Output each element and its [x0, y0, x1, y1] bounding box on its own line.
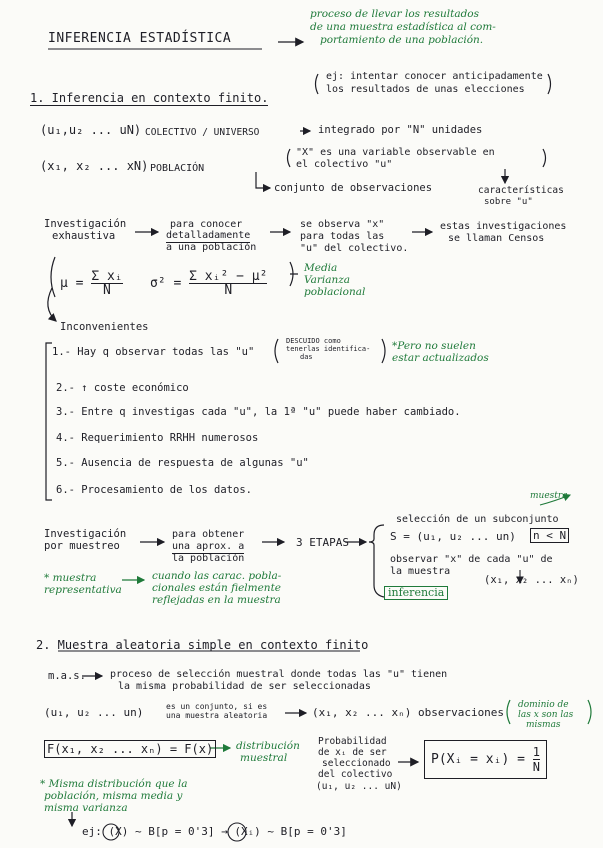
bracket-icon: [288, 149, 291, 167]
population-description: conjunto de observaciones: [274, 182, 433, 194]
observations-note-line: dominio de: [518, 700, 569, 710]
same-distribution-note-line: población, misma media y: [44, 790, 183, 802]
bracket-icon: [316, 74, 319, 94]
variance-symbol: σ² =: [150, 276, 182, 291]
stage1-condition: n < N: [530, 528, 569, 543]
representative-description-line: reflejadas en la muestra: [152, 594, 281, 606]
bracket-icon: [51, 257, 55, 297]
exhaustive-observation-line: para todas las: [300, 231, 385, 242]
exhaustive-goal-line: detalladamente: [166, 230, 251, 241]
arrow-icon: [256, 172, 270, 188]
sampling-goal-line: la población: [172, 553, 245, 564]
drawback-note-line: tenerlas identifica-: [286, 345, 371, 353]
observations-tuple: (x₁, x₂ ... xₙ) observaciones: [312, 706, 505, 719]
moments-label-line: poblacional: [304, 286, 366, 298]
mean-denominator: N: [103, 283, 111, 298]
moments-label-line: Media: [304, 262, 338, 274]
mean-numerator: Σ xᵢ: [91, 269, 123, 284]
exhaustive-label-line: Investigación: [44, 218, 127, 230]
probability-label-line: Probabilidad: [318, 736, 387, 747]
stage1-set: S = (u₁, u₂ ... un): [390, 530, 516, 543]
stage3-inference: inferencia: [384, 586, 448, 600]
mean-formula: [60, 270, 123, 297]
stage2-values: (x₁, x₂ ... xₙ): [484, 574, 579, 586]
drawbacks-bracket: [46, 343, 52, 500]
probability-label-line: de xᵢ de ser: [318, 747, 387, 758]
probability-expression: P(Xᵢ = xᵢ) =: [431, 752, 525, 767]
units-tuple: (u₁,u₂ ... uN): [40, 123, 142, 137]
mean-symbol: μ =: [60, 276, 84, 291]
population-label: POBLACIÓN: [150, 163, 205, 174]
probability-label-line: del colectivo: [318, 769, 393, 780]
stage2-line: la muestra: [390, 566, 451, 577]
representative-label-line: representativa: [44, 584, 122, 596]
probability-formula: [424, 740, 547, 779]
title-example-line: ej: intentar conocer anticipadamente: [326, 71, 543, 82]
probability-label-line: (u₁, u₂ ... uN): [316, 781, 402, 792]
sampling-label-line: Investigación: [44, 528, 127, 540]
drawback-item: 1.- Hay q observar todas las "u": [52, 346, 255, 358]
sampling-label-line: por muestreo: [44, 540, 120, 552]
bracket-icon: [290, 262, 298, 286]
probability-label-line: seleccionado: [322, 758, 391, 769]
section-2-heading: 2. Muestra aleatoria simple en contexto finito: [36, 638, 369, 652]
drawback-item: 6.- Procesamiento de los datos.: [56, 484, 252, 496]
bracket-icon: [382, 339, 385, 363]
probability-fraction: [533, 745, 540, 774]
population-tuple: (x₁, x₂ ... xN): [40, 159, 149, 173]
same-distribution-note-line: misma varianza: [44, 802, 128, 814]
page-title: INFERENCIA ESTADÍSTICA: [48, 31, 232, 46]
drawback-item: 4.- Requerimiento RRHH numerosos: [56, 432, 259, 444]
distribution-formula: F(x₁, x₂ ... xₙ) = F(x): [44, 740, 216, 758]
exhaustive-name-line: estas investigaciones: [440, 221, 567, 232]
sample-units-note-line: es un conjunto, si es: [166, 702, 268, 711]
variance-formula: [150, 270, 267, 297]
units-description: integrado por "N" unidades: [318, 124, 483, 136]
exhaustive-goal-line: para conocer: [170, 219, 243, 230]
stage1-tag: muestra: [530, 491, 568, 501]
mas-label: m.a.s.: [48, 670, 86, 682]
observations-note-line: las x son las: [518, 710, 574, 720]
probability-denominator: N: [532, 760, 540, 774]
drawback-item: 5.- Ausencia de respuesta de algunas "u": [56, 457, 309, 469]
variable-note-line: el colectivo "u": [296, 159, 393, 170]
drawback-item: 3.- Entre q investigas cada "u", la 1ª "u" puede haber cambiado.: [56, 406, 461, 418]
variance-denominator: N: [224, 283, 233, 298]
bracket-icon: [507, 700, 510, 724]
sample-units-note-line: una muestra aleatoria: [166, 711, 268, 720]
title-definition-line: de una muestra estadística al com-: [310, 21, 496, 33]
variance-fraction: [189, 270, 267, 297]
same-distribution-note-line: * Misma distribución que la: [40, 778, 188, 790]
units-label: COLECTIVO / UNIVERSO: [145, 127, 260, 138]
stage1-text: selección de un subconjunto: [396, 514, 559, 525]
title-example-line: los resultados de unas elecciones: [326, 84, 525, 95]
population-characteristics-line: sobre "u": [484, 197, 533, 207]
drawback-note-line: das: [300, 353, 313, 361]
mas-definition-line: la misma probabilidad de ser seleccionadas: [118, 681, 371, 692]
stage2-line: observar "x" de cada "u" de: [390, 554, 553, 565]
bracket-icon: [588, 700, 591, 724]
drawback-side-note-line: *Pero no suelen: [392, 340, 476, 352]
exhaustive-observation-line: "u" del colectivo.: [300, 243, 409, 254]
observations-note-line: mismas: [526, 720, 561, 730]
representative-description-line: cuando las carac. pobla-: [152, 570, 282, 582]
bracket-icon: [543, 149, 546, 167]
stages-brace: [369, 525, 384, 597]
sampling-goal-line: para obtener: [172, 529, 245, 540]
binomial-example: ej: (X) ~ B[p = 0'3] → (Xᵢ) ~ B[p = 0'3]: [82, 825, 347, 838]
distribution-label-line: distribución: [236, 740, 300, 752]
stages-label: 3 ETAPAS: [296, 536, 349, 549]
exhaustive-name-line: se llaman Censos: [448, 233, 545, 244]
drawbacks-title: Inconvenientes: [60, 321, 149, 333]
representative-label-line: * muestra: [44, 572, 97, 584]
mean-fraction: [91, 270, 122, 297]
drawback-note-line: DESCUIDO como: [286, 337, 341, 345]
moments-label-line: Varianza: [304, 274, 351, 286]
variable-note-line: "X" es una variable observable en: [296, 147, 495, 158]
title-definition-line: portamiento de una población.: [320, 34, 484, 46]
section-1-heading: 1. Inferencia en contexto finito.: [30, 91, 269, 105]
sampling-goal-line: una aprox. a: [172, 541, 245, 552]
population-characteristics-line: características: [478, 185, 564, 196]
drawback-side-note-line: estar actualizados: [392, 352, 489, 364]
title-definition-line: proceso de llevar los resultados: [310, 8, 480, 20]
bracket-icon: [275, 339, 278, 363]
distribution-label-line: muestral: [240, 752, 288, 764]
mas-definition-line: proceso de selección muestral donde todas las "u" tienen: [110, 669, 448, 680]
drawback-item: 2.- ↑ coste económico: [56, 382, 189, 394]
bracket-icon: [548, 74, 551, 94]
arrow-icon: [48, 288, 56, 321]
sample-units-tuple: (u₁, u₂ ... un): [44, 706, 144, 719]
probability-numerator: 1: [532, 745, 540, 759]
representative-description-line: cionales están fielmente: [152, 582, 282, 594]
exhaustive-label-line: exhaustiva: [52, 230, 116, 242]
exhaustive-goal-line: a una población: [166, 242, 257, 253]
variance-numerator: Σ xᵢ² − μ²: [189, 269, 268, 284]
exhaustive-observation-line: se observa "x": [300, 219, 385, 230]
